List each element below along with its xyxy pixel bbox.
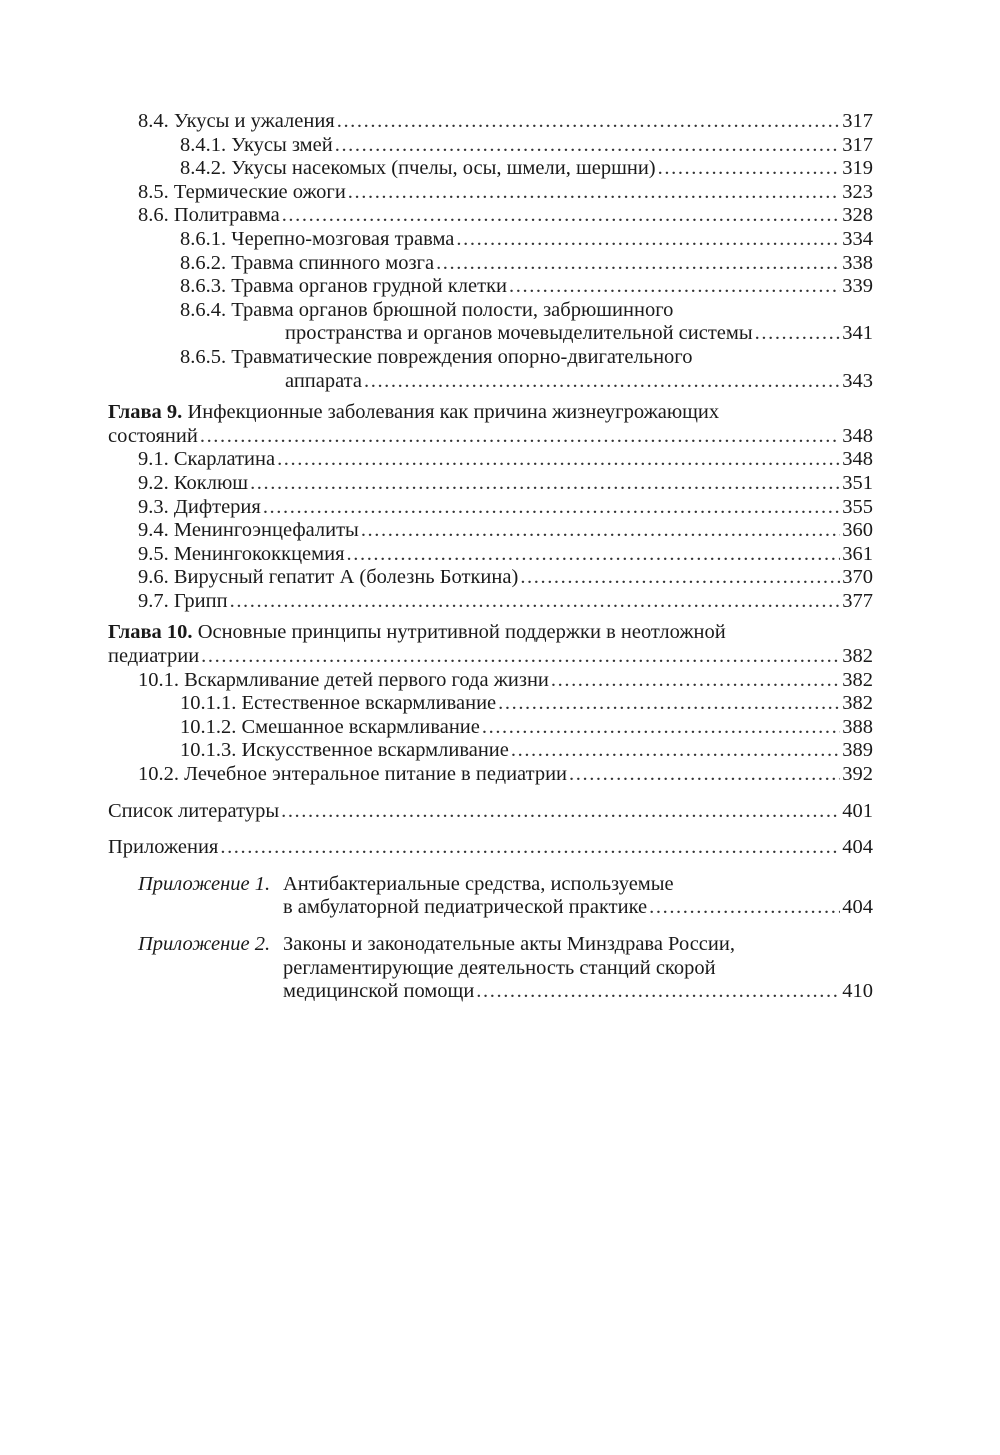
toc-entry-title: 8.6.2. Травма спинного мозга bbox=[180, 251, 435, 274]
toc-page-number: 392 bbox=[842, 763, 873, 786]
toc-entry-9-3[interactable] bbox=[108, 496, 873, 520]
toc-entry-8-5[interactable] bbox=[108, 181, 873, 205]
appendix-label: Приложение 2. bbox=[138, 933, 271, 955]
dot-leader bbox=[200, 425, 840, 449]
dot-leader bbox=[509, 275, 840, 299]
toc-page-number: 361 bbox=[842, 542, 873, 565]
toc-page-number: 377 bbox=[842, 589, 873, 612]
toc-entry-8-6-3[interactable] bbox=[108, 275, 873, 299]
toc-page-number: 401 bbox=[842, 799, 873, 822]
chapter-label: Глава 9. bbox=[108, 401, 183, 424]
dot-leader bbox=[282, 204, 841, 228]
toc-entry-8-6-1[interactable] bbox=[108, 228, 873, 252]
toc-entry-title: 8.6.3. Травма органов грудной клетки bbox=[180, 275, 508, 298]
toc-entry-title: 10.1.3. Искусственное вскармливание bbox=[180, 739, 509, 762]
toc-entry-title: 8.4.2. Укусы насекомых (пчелы, осы, шмели, шершни) bbox=[180, 157, 656, 180]
appendix-last-line bbox=[283, 896, 873, 920]
dot-leader bbox=[364, 370, 840, 394]
toc-page-number: 404 bbox=[842, 896, 873, 919]
chapter-label: Глава 10. bbox=[108, 621, 193, 644]
toc-entry-9-5[interactable] bbox=[108, 543, 873, 567]
toc-page-number: 382 bbox=[842, 668, 873, 691]
toc-page-number: 382 bbox=[842, 645, 873, 668]
toc-entry-title: 10.1.2. Смешанное вскармливание bbox=[180, 715, 480, 738]
toc-entry-title: 10.2. Лечебное энтеральное питание в педиатрии bbox=[138, 763, 568, 786]
toc-entry-8-6-5[interactable] bbox=[108, 346, 873, 393]
toc-entry-title: 9.6. Вирусный гепатит А (болезнь Боткина) bbox=[138, 566, 519, 589]
dot-leader bbox=[456, 228, 840, 252]
toc-entry-8-6[interactable] bbox=[108, 204, 873, 228]
toc-entry-title: 9.5. Менингококкцемия bbox=[138, 542, 345, 565]
toc-entry-title-line1: 8.6.5. Травматические повреждения опорно-двигательного bbox=[180, 345, 693, 368]
dot-leader bbox=[551, 669, 840, 693]
toc-entry-9-4[interactable] bbox=[108, 519, 873, 543]
toc-page-number: 410 bbox=[842, 980, 873, 1003]
appendix-title-line2: в амбулаторной педиатрической практике bbox=[283, 896, 648, 919]
dot-leader bbox=[658, 157, 841, 181]
appendix-title-line3: медицинской помощи bbox=[283, 980, 475, 1003]
toc-entry-8-6-2[interactable] bbox=[108, 252, 873, 276]
dot-leader bbox=[337, 110, 841, 134]
dot-leader bbox=[348, 181, 840, 205]
toc-page-number: 341 bbox=[842, 322, 873, 345]
toc-page-number: 351 bbox=[842, 471, 873, 494]
toc-page-number: 360 bbox=[842, 519, 873, 542]
chapter-heading-line1 bbox=[108, 401, 873, 425]
toc-references[interactable] bbox=[108, 800, 873, 824]
chapter-title-line2: педиатрии bbox=[108, 645, 200, 668]
toc-entry-9-6[interactable] bbox=[108, 566, 873, 590]
toc-entry-9-1[interactable] bbox=[108, 448, 873, 472]
toc-entry-title: Список литературы bbox=[108, 799, 280, 822]
toc-entry-title: 9.4. Менингоэнцефалиты bbox=[138, 519, 359, 542]
chapter-title-line2: состояний bbox=[108, 424, 198, 447]
toc-entry-last-line bbox=[108, 322, 873, 346]
toc-entry-title: Приложения bbox=[108, 836, 219, 859]
toc-page-number: 334 bbox=[842, 227, 873, 250]
appendix-last-line bbox=[283, 980, 873, 1004]
dot-leader bbox=[277, 448, 840, 472]
toc-page-number: 404 bbox=[842, 836, 873, 859]
toc-entry-8-4-1[interactable] bbox=[108, 134, 873, 158]
chapter-heading-last-line bbox=[108, 645, 873, 669]
toc-entry-title: 9.7. Грипп bbox=[138, 589, 228, 612]
appendix-title-line2: регламентирующие деятельность станций скорой bbox=[283, 956, 716, 979]
toc-entry-9-7[interactable] bbox=[108, 590, 873, 614]
dot-leader bbox=[361, 519, 840, 543]
dot-leader bbox=[281, 800, 840, 824]
dot-leader bbox=[498, 692, 840, 716]
dot-leader bbox=[482, 716, 840, 740]
toc-entry-last-line bbox=[108, 370, 873, 394]
dot-leader bbox=[335, 134, 841, 158]
toc-entry-title: 10.1. Вскармливание детей первого года жизни bbox=[138, 668, 549, 691]
toc-entry-9-2[interactable] bbox=[108, 472, 873, 496]
chapter-heading-line1 bbox=[108, 621, 873, 645]
toc-page-number: 328 bbox=[842, 204, 873, 227]
dot-leader bbox=[436, 252, 840, 276]
toc-page-number: 355 bbox=[842, 495, 873, 518]
toc-appendix-2[interactable] bbox=[108, 933, 873, 1004]
toc-appendix-1[interactable] bbox=[108, 873, 873, 920]
toc-page-number: 370 bbox=[842, 566, 873, 589]
toc-chapter-9[interactable] bbox=[108, 401, 873, 448]
toc-entry-title: 10.1.1. Естественное вскармливание bbox=[180, 692, 497, 715]
toc-entry-8-6-4[interactable] bbox=[108, 299, 873, 346]
dot-leader bbox=[755, 322, 841, 346]
toc-entry-title: 8.6.1. Черепно-мозговая травма bbox=[180, 227, 455, 250]
toc-chapter-10[interactable] bbox=[108, 621, 873, 668]
dot-leader bbox=[263, 496, 840, 520]
toc-entry-title-line1: 8.6.4. Травма органов брюшной полости, забрюшинного bbox=[180, 298, 674, 321]
toc-entry-title-line2: аппарата bbox=[285, 369, 362, 392]
toc-entry-title: 9.3. Дифтерия bbox=[138, 495, 261, 518]
toc-page-number: 348 bbox=[842, 448, 873, 471]
dot-leader bbox=[649, 896, 840, 920]
toc-page-number: 389 bbox=[842, 739, 873, 762]
toc-page-number: 317 bbox=[842, 133, 873, 156]
appendix-label: Приложение 1. bbox=[138, 872, 271, 895]
dot-leader bbox=[476, 980, 840, 1004]
toc-entry-10-2[interactable] bbox=[108, 763, 873, 787]
toc-page-number: 323 bbox=[842, 180, 873, 203]
toc-entry-title: 8.5. Термические ожоги bbox=[138, 180, 346, 203]
chapter-heading-last-line bbox=[108, 425, 873, 449]
toc-page-number: 388 bbox=[842, 715, 873, 738]
dot-leader bbox=[201, 645, 840, 669]
toc-entry-title: 8.6. Политравма bbox=[138, 204, 280, 227]
toc-entry-title-line2: пространства и органов мочевыделительной системы bbox=[285, 322, 753, 345]
dot-leader bbox=[511, 739, 840, 763]
toc-page-number: 382 bbox=[842, 692, 873, 715]
dot-leader bbox=[520, 566, 840, 590]
toc-page-number: 338 bbox=[842, 251, 873, 274]
toc-appendices[interactable] bbox=[108, 836, 873, 860]
chapter-title: Инфекционные заболевания как причина жизнеугрожающих bbox=[187, 401, 720, 424]
toc-page-number: 319 bbox=[842, 157, 873, 180]
toc-entry-title: 9.1. Скарлатина bbox=[138, 448, 276, 471]
dot-leader bbox=[220, 836, 840, 860]
chapter-title: Основные принципы нутритивной поддержки в неотложной bbox=[197, 621, 726, 644]
toc-page-number: 339 bbox=[842, 275, 873, 298]
toc-entry-title: 9.2. Коклюш bbox=[138, 471, 249, 494]
toc-entry-8-4[interactable] bbox=[108, 110, 873, 134]
toc-entry-10-1-1[interactable] bbox=[108, 692, 873, 716]
toc-entry-10-1-2[interactable] bbox=[108, 716, 873, 740]
appendix-title-line1: Антибактериальные средства, используемые bbox=[283, 872, 674, 895]
toc-entry-8-4-2[interactable] bbox=[108, 157, 873, 181]
toc-page-number: 343 bbox=[842, 369, 873, 392]
toc-entry-title: 8.4.1. Укусы змей bbox=[180, 133, 333, 156]
toc-entry-10-1-3[interactable] bbox=[108, 739, 873, 763]
appendix-title-line1: Законы и законодательные акты Минздрава России, bbox=[283, 933, 735, 955]
dot-leader bbox=[230, 590, 841, 614]
table-of-contents bbox=[108, 110, 873, 1004]
toc-entry-10-1[interactable] bbox=[108, 669, 873, 693]
toc-page-number: 348 bbox=[842, 424, 873, 447]
toc-page-number: 317 bbox=[842, 110, 873, 132]
toc-entry-title: 8.4. Укусы и ужаления bbox=[138, 110, 335, 132]
dot-leader bbox=[347, 543, 841, 567]
dot-leader bbox=[569, 763, 840, 787]
dot-leader bbox=[250, 472, 840, 496]
